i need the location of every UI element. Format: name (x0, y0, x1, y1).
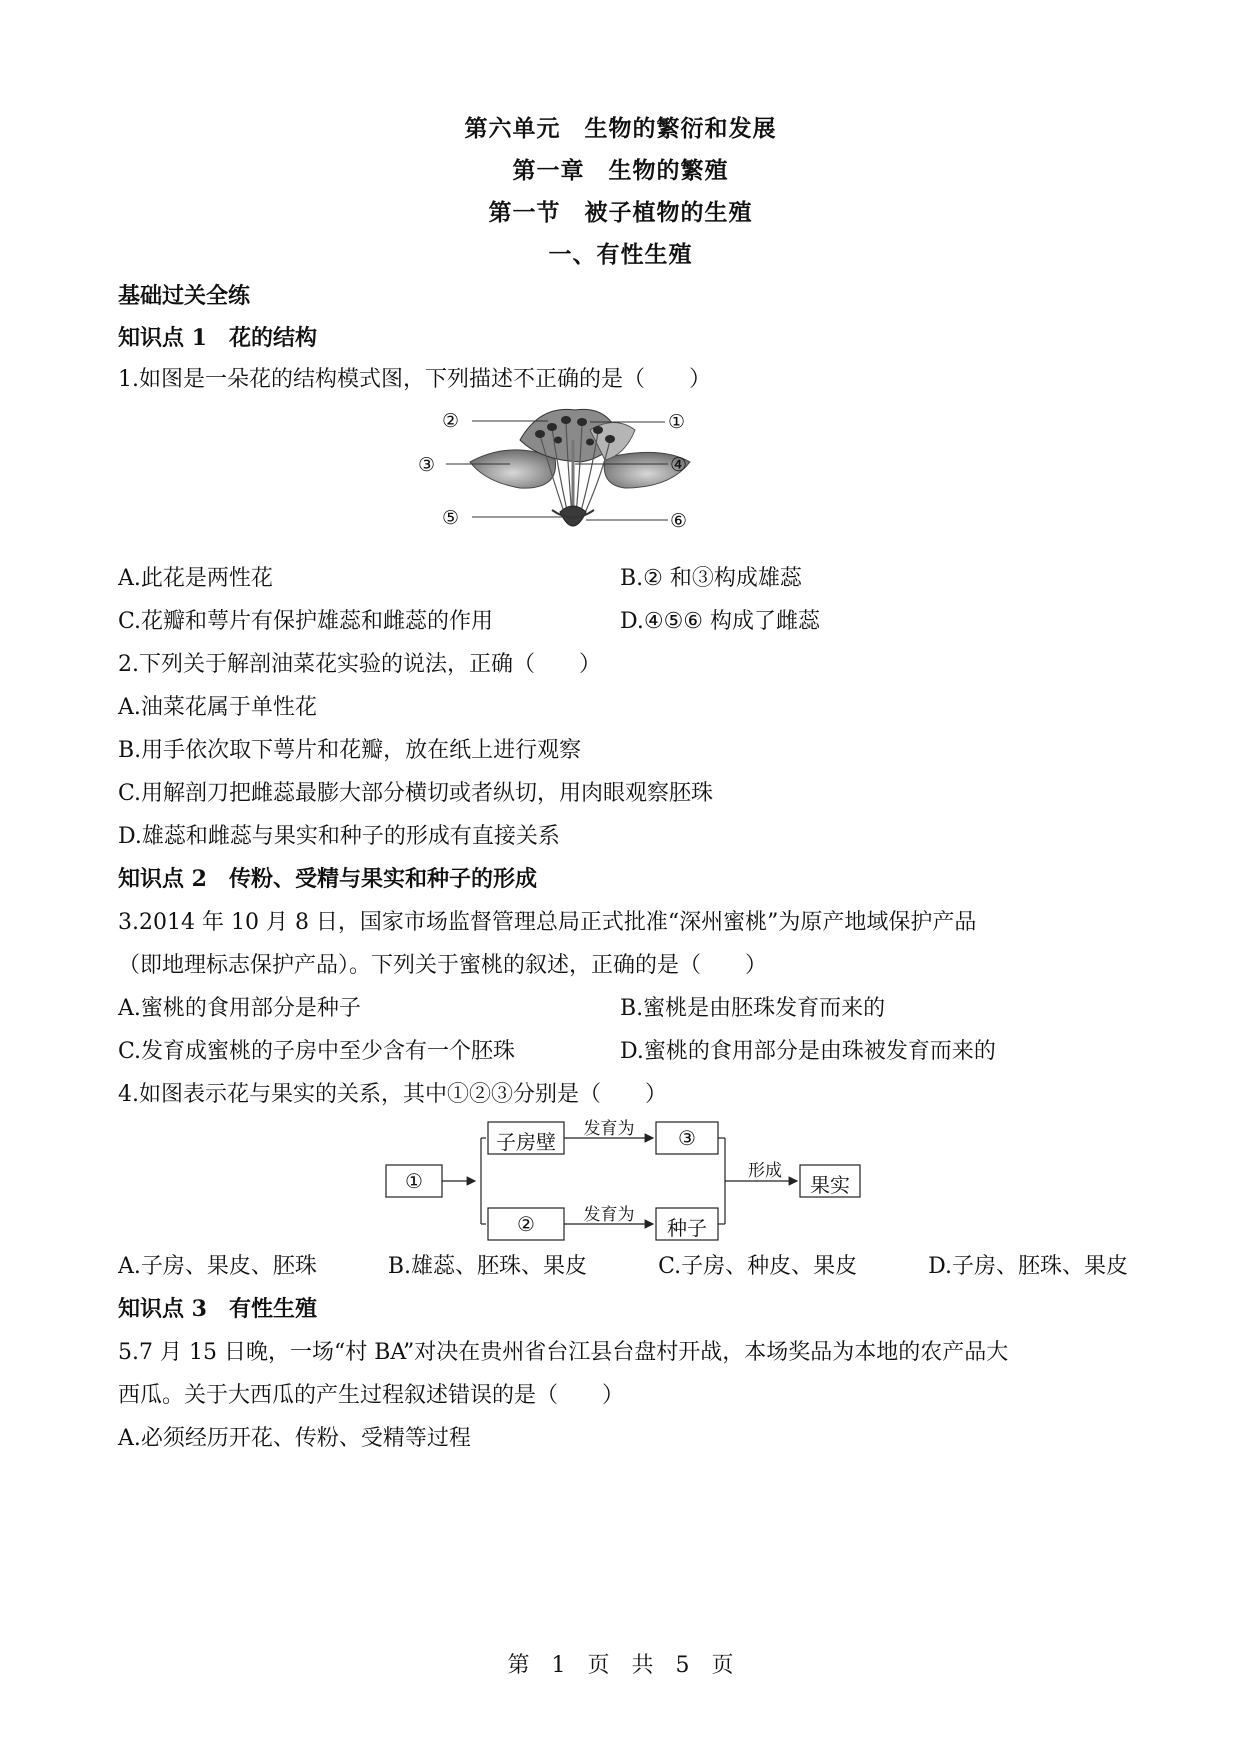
subsection-title: 一、有性生殖 (548, 241, 693, 268)
flow-develop-label-1: 发育为 (583, 1119, 635, 1139)
q1-option-a: A.此花是两性花 (118, 566, 273, 591)
flower-structure-figure (440, 400, 800, 550)
flower-label-3: ③ (418, 454, 436, 476)
q1-stem: 1.如图是一朵花的结构模式图，下列描述不正确的是（ ） (118, 367, 711, 392)
q3-option-b: B.蜜桃是由胚珠发育而来的 (620, 996, 886, 1021)
flower-label-4: ④ (670, 454, 688, 476)
knowledge-point-1: 知识点 1 花的结构 (118, 325, 317, 351)
q2-option-c: C.用解剖刀把雌蕊最膨大部分横切或者纵切，用肉眼观察胚珠 (118, 781, 714, 806)
q3-option-d: D.蜜桃的食用部分是由珠被发育而来的 (620, 1039, 996, 1064)
flow-box-2: ② (517, 1212, 535, 1236)
flower-label-5: ⑤ (442, 507, 460, 529)
page-footer: 第 1 页 共 5 页 (507, 1653, 734, 1678)
q2-option-a: A.油菜花属于单性花 (118, 695, 317, 720)
flower-label-6: ⑥ (670, 510, 688, 532)
chapter-title: 第一章 生物的繁殖 (512, 157, 729, 184)
petal-left (470, 450, 556, 488)
q5-stem-line1: 5.7 月 15 日晚，一场“村 BA”对决在贵州省台江县台盘村开战，本场奖品为本地的农产品大 (118, 1340, 1009, 1365)
q2-option-d: D.雄蕊和雌蕊与果实和种子的形成有直接关系 (118, 824, 560, 849)
q1-option-b: B.② 和③构成雄蕊 (620, 566, 802, 591)
q4-option-c: C.子房、种皮、果皮 (658, 1254, 858, 1279)
q2-stem: 2.下列关于解剖油菜花实验的说法，正确（ ） (118, 652, 601, 677)
q1-option-d: D.④⑤⑥ 构成了雌蕊 (620, 609, 821, 634)
practice-heading: 基础过关全练 (118, 283, 251, 309)
q5-option-a: A.必须经历开花、传粉、受精等过程 (118, 1426, 471, 1451)
q3-stem-line1: 3.2014 年 10 月 8 日，国家市场监督管理总局正式批准“深州蜜桃”为原产地域保护产品 (118, 910, 977, 935)
flower-label-1: ① (668, 411, 686, 433)
flow-box-fruit: 果实 (810, 1173, 850, 1197)
flower-label-2: ② (442, 410, 460, 432)
q5-stem-line2: 西瓜。关于大西瓜的产生过程叙述错误的是（ ） (118, 1383, 625, 1408)
q4-option-d: D.子房、胚珠、果皮 (928, 1254, 1128, 1279)
q1-option-c: C.花瓣和萼片有保护雄蕊和雌蕊的作用 (118, 609, 494, 634)
q3-option-c: C.发育成蜜桃的子房中至少含有一个胚珠 (118, 1039, 516, 1064)
q3-option-a: A.蜜桃的食用部分是种子 (118, 996, 361, 1021)
flow-box-seed: 种子 (667, 1216, 707, 1240)
knowledge-point-3: 知识点 3 有性生殖 (118, 1296, 317, 1322)
q3-stem-line2: （即地理标志保护产品）。下列关于蜜桃的叙述，正确的是（ ） (118, 953, 768, 978)
q4-option-a: A.子房、果皮、胚珠 (118, 1254, 317, 1279)
unit-title: 第六单元 生物的繁衍和发展 (464, 115, 777, 142)
knowledge-point-2: 知识点 2 传粉、受精与果实和种子的形成 (118, 866, 537, 892)
q4-options (118, 1249, 1128, 1280)
q4-option-b: B.雄蕊、胚珠、果皮 (387, 1254, 588, 1279)
flow-box-3: ③ (678, 1126, 696, 1150)
section-title: 第一节 被子植物的生殖 (488, 199, 753, 226)
q2-option-b: B.用手依次取下萼片和花瓣，放在纸上进行观察 (118, 738, 582, 763)
flow-develop-label-2: 发育为 (583, 1205, 635, 1225)
q4-stem: 4.如图表示花与果实的关系，其中①②③分别是（ ） (118, 1082, 667, 1107)
flow-form-label: 形成 (748, 1161, 782, 1181)
flow-box-ovary-wall: 子房壁 (496, 1130, 556, 1154)
flower-fruit-flow-diagram (385, 1120, 865, 1245)
flow-box-1: ① (405, 1169, 423, 1193)
